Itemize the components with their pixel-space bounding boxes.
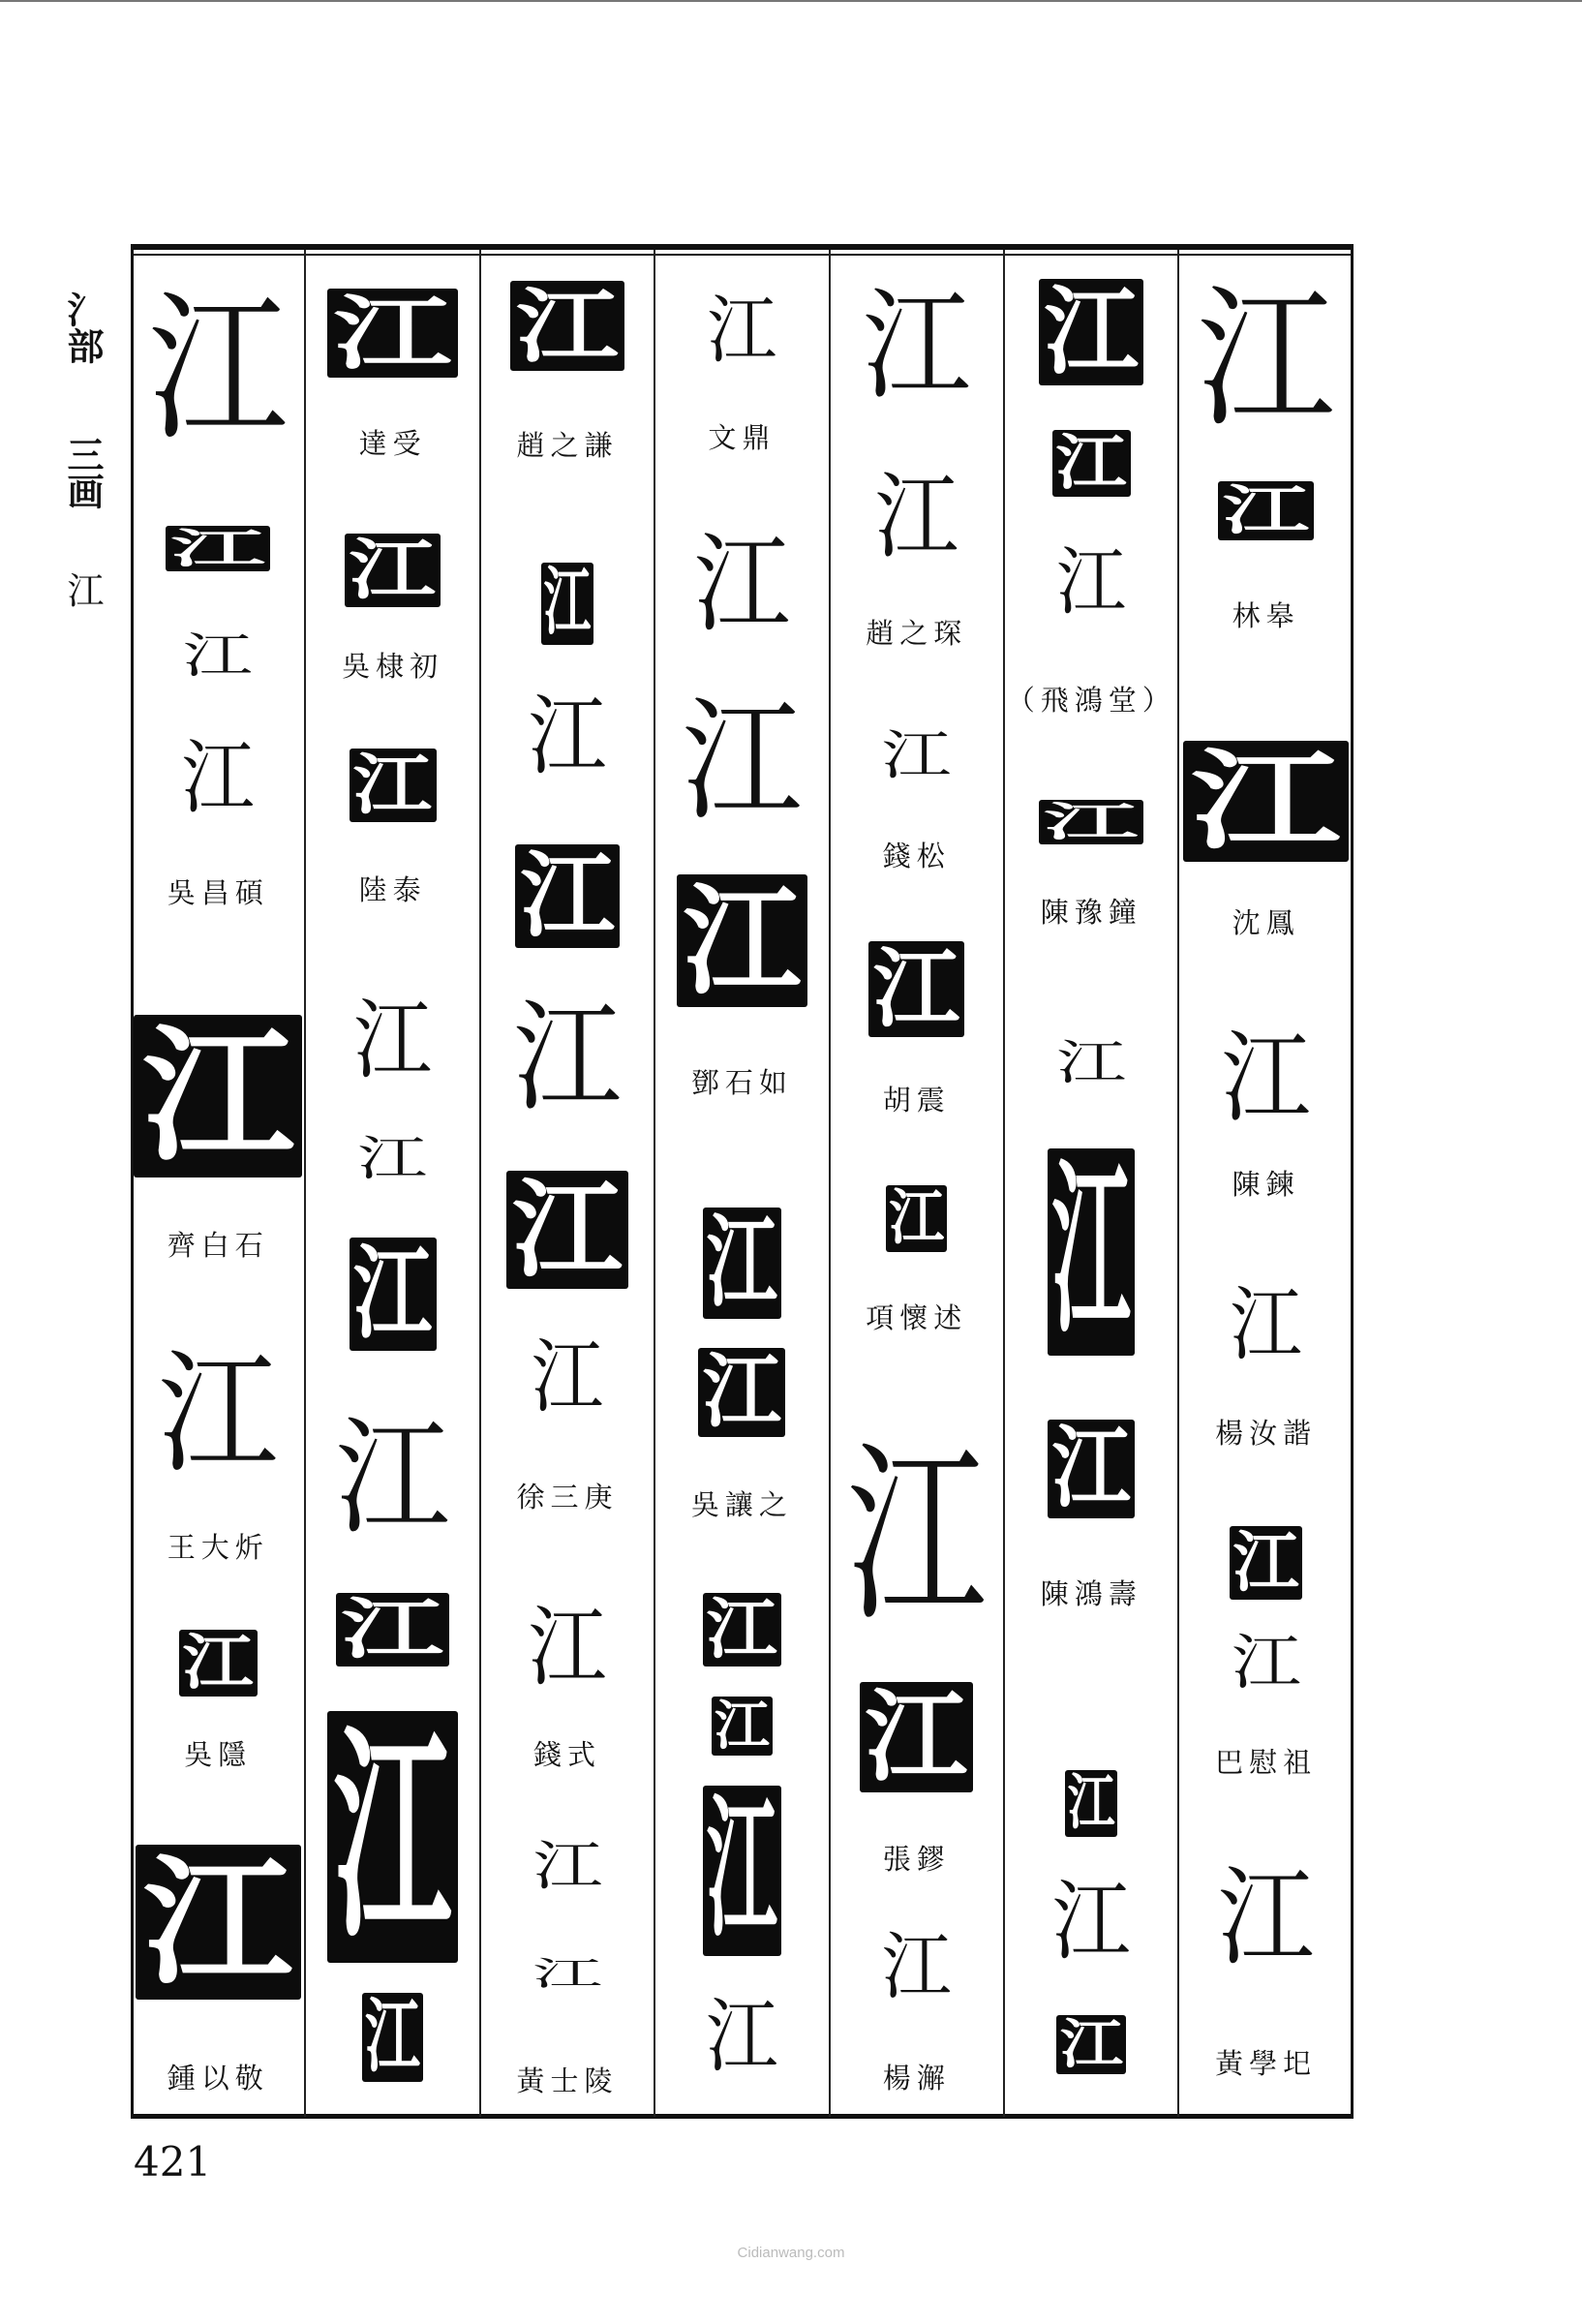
seal-artist-name: 文鼎 xyxy=(708,421,776,454)
seal-artist-name: 王大炘 xyxy=(167,1531,269,1564)
seal-impression-relief xyxy=(703,1593,781,1667)
seal-impression-intaglio xyxy=(529,1837,606,1896)
seal-impression-relief xyxy=(327,289,458,378)
seal-character: 江 xyxy=(1055,430,1127,497)
seal-impression-relief xyxy=(868,941,964,1037)
seal-impression-intaglio xyxy=(857,276,977,417)
seal-character: 江 xyxy=(349,534,437,607)
seal-impression-intaglio xyxy=(179,629,257,683)
seal-character: 江 xyxy=(170,526,265,571)
seal-character: 江 xyxy=(1051,1871,1131,1972)
seal-impression-intaglio xyxy=(1052,537,1130,626)
seal-impression-relief xyxy=(1039,279,1143,385)
seal-impression-intaglio xyxy=(703,286,780,374)
page-top-edge xyxy=(0,0,1582,2)
seal-impression-relief xyxy=(350,1238,437,1351)
seal-impression-relief xyxy=(1039,800,1143,844)
seal-impression-relief xyxy=(327,1711,458,1963)
seal-artist-name: 陳鍊 xyxy=(1232,1168,1300,1201)
seal-impression-relief xyxy=(712,1697,773,1756)
column-divider xyxy=(479,250,481,2117)
seal-character: 江 xyxy=(143,1845,293,2000)
seal-character: 江 xyxy=(532,1954,602,1994)
seal-character: 江 xyxy=(1217,1856,1315,1981)
seal-character: 江 xyxy=(183,627,254,684)
seal-character: 江 xyxy=(862,276,971,417)
seal-impression-intaglio xyxy=(688,523,796,648)
seal-impression-relief xyxy=(677,874,807,1007)
seal-character: 江 xyxy=(866,1682,968,1792)
seal-character: 江 xyxy=(531,1330,604,1424)
seal-impression-relief xyxy=(1218,481,1314,540)
seal-character: 江 xyxy=(512,1171,623,1289)
stroke-count-label: 三画 xyxy=(61,436,105,509)
seal-character: 江 xyxy=(1067,1770,1115,1837)
seal-artist-name: 張鏐 xyxy=(882,1843,951,1876)
seal-impression-relief xyxy=(510,281,624,371)
seal-impression-relief xyxy=(166,526,270,571)
seal-artist-name: 錢松 xyxy=(882,840,951,872)
seal-impression-relief xyxy=(345,534,441,607)
seal-impression-intaglio xyxy=(529,1956,606,1993)
seal-impression-relief xyxy=(886,1185,947,1252)
seal-character: 江 xyxy=(706,1989,778,2084)
seal-character: 江 xyxy=(706,1593,777,1667)
seal-character: 江 xyxy=(702,1348,781,1437)
seal-character: 江 xyxy=(1230,1277,1302,1372)
seal-character: 江 xyxy=(520,844,615,948)
seal-character: 江 xyxy=(707,286,777,374)
seal-impression-relief xyxy=(541,563,593,645)
seal-character: 江 xyxy=(706,1786,777,1956)
seal-impression-relief xyxy=(703,1786,781,1956)
seal-impression-intaglio xyxy=(870,464,963,572)
seal-impression-intaglio xyxy=(528,1330,608,1424)
seal-artist-name: 錢式 xyxy=(532,1738,601,1771)
seal-impression-intaglio xyxy=(524,688,611,785)
seal-artist-name: 楊澥 xyxy=(882,2062,951,2095)
seal-impression-relief xyxy=(336,1593,449,1667)
seal-character: 江 xyxy=(141,1015,294,1177)
seal-artist-name: 胡震 xyxy=(882,1084,951,1116)
seal-impression-relief xyxy=(1065,1770,1117,1837)
seal-impression-relief xyxy=(515,844,620,948)
seal-impression-relief xyxy=(362,1993,423,2082)
watermark: Cidianwang.com xyxy=(737,2245,845,2261)
seal-impression-relief xyxy=(703,1208,781,1319)
seal-impression-relief xyxy=(1048,1420,1135,1518)
seal-artist-name: （飛鴻堂） xyxy=(1006,684,1176,717)
seal-impression-intaglio xyxy=(878,726,956,785)
seal-impression-relief xyxy=(350,749,437,822)
seal-impression-relief xyxy=(1230,1526,1303,1600)
column-divider xyxy=(1003,250,1005,2117)
seal-impression-intaglio xyxy=(350,990,437,1091)
seal-artist-name: 林皋 xyxy=(1232,599,1300,632)
seal-artist-name: 沈鳳 xyxy=(1232,906,1300,939)
table-inner-rule xyxy=(131,254,1354,256)
seal-artist-name: 巴慰祖 xyxy=(1215,1746,1318,1779)
seal-character: 江 xyxy=(874,464,959,572)
seal-character: 江 xyxy=(881,1923,952,2010)
seal-character: 江 xyxy=(1221,1019,1311,1136)
seal-character: 江 xyxy=(341,1593,444,1667)
seal-artist-name: 黃學圯 xyxy=(1215,2047,1318,2080)
page-number: 421 xyxy=(134,2138,212,2186)
seal-artist-name: 黃士陵 xyxy=(516,2064,619,2097)
seal-impression-relief xyxy=(1056,2015,1126,2074)
column-divider xyxy=(304,250,306,2117)
seal-character: 江 xyxy=(1044,279,1139,385)
seal-character: 江 xyxy=(1222,481,1310,540)
seal-character: 江 xyxy=(693,523,791,648)
seal-character: 江 xyxy=(682,684,803,840)
seal-artist-name: 鍾以敬 xyxy=(167,2062,269,2095)
seal-impression-relief xyxy=(136,1845,301,2000)
seal-character: 江 xyxy=(881,724,952,787)
seal-artist-name: 齊白石 xyxy=(167,1229,269,1262)
seal-character: 江 xyxy=(516,281,619,371)
seal-impression-intaglio xyxy=(1189,269,1342,448)
seal-impression-intaglio xyxy=(507,988,627,1129)
seal-character: 江 xyxy=(182,1630,254,1697)
seal-character: 江 xyxy=(528,1597,607,1698)
seal-impression-intaglio xyxy=(878,1923,956,2010)
seal-character: 江 xyxy=(1059,2015,1123,2074)
seal-character: 江 xyxy=(543,563,592,645)
seal-character: 江 xyxy=(1197,269,1335,448)
column-divider xyxy=(829,250,831,2117)
seal-impression-intaglio xyxy=(151,1336,285,1492)
seal-artist-name: 達受 xyxy=(358,427,427,460)
column-divider xyxy=(654,250,655,2117)
seal-character: 江 xyxy=(889,1185,945,1252)
seal-character: 江 xyxy=(873,941,960,1037)
seal-artist-name: 鄧石如 xyxy=(690,1066,793,1099)
seal-artist-name: 陳豫鐘 xyxy=(1040,896,1142,929)
seal-impression-relief xyxy=(698,1348,785,1437)
seal-impression-intaglio xyxy=(354,1133,432,1185)
seal-character: 江 xyxy=(353,749,433,822)
seal-impression-intaglio xyxy=(177,729,259,825)
seal-impression-intaglio xyxy=(702,1989,782,2084)
seal-character: 江 xyxy=(1231,1627,1301,1698)
seal-character: 江 xyxy=(333,1711,452,1963)
seal-character: 江 xyxy=(846,1423,987,1650)
seal-impression-intaglio xyxy=(329,1403,456,1552)
seal-artist-name: 吳隱 xyxy=(184,1738,253,1771)
seal-character: 江 xyxy=(181,729,255,825)
seal-character: 江 xyxy=(714,1697,770,1756)
seal-impression-intaglio xyxy=(140,276,295,465)
seal-artist-name: 吳讓之 xyxy=(690,1488,793,1521)
seal-artist-name: 徐三庚 xyxy=(516,1481,619,1514)
seal-impression-relief xyxy=(1052,430,1131,497)
seal-impression-intaglio xyxy=(839,1423,994,1650)
seal-artist-name: 趙之琛 xyxy=(866,617,968,650)
seal-character: 江 xyxy=(1232,1526,1299,1600)
seal-impression-intaglio xyxy=(1048,1871,1135,1972)
seal-impression-intaglio xyxy=(1228,1627,1305,1698)
seal-impression-intaglio xyxy=(1052,1037,1130,1089)
seal-character: 江 xyxy=(528,686,607,787)
seal-impression-relief xyxy=(1048,1148,1135,1356)
seal-artist-name: 楊汝諧 xyxy=(1215,1417,1318,1450)
seal-impression-relief xyxy=(179,1630,258,1697)
seal-character: 江 xyxy=(706,1208,777,1319)
seal-character: 江 xyxy=(158,1336,279,1492)
seal-character: 江 xyxy=(513,988,622,1129)
seal-impression-intaglio xyxy=(524,1597,611,1698)
seal-artist-name: 項懷述 xyxy=(866,1301,968,1334)
seal-character: 江 xyxy=(148,276,289,465)
seal-impression-relief xyxy=(860,1682,973,1792)
seal-character: 江 xyxy=(683,874,802,1007)
seal-artist-name: 吳棣初 xyxy=(342,650,444,683)
seal-artist-name: 吳昌碩 xyxy=(167,876,269,909)
seal-character: 江 xyxy=(1051,1148,1131,1356)
seal-character: 江 xyxy=(353,990,433,1091)
seal-character: 江 xyxy=(353,1238,433,1351)
seal-character: 江 xyxy=(357,1131,428,1186)
seal-impression-intaglio xyxy=(1226,1277,1306,1372)
radical-label: 氵部 xyxy=(61,290,105,364)
seal-character: 江 xyxy=(335,1403,450,1552)
seal-impression-relief xyxy=(506,1171,628,1289)
seal-impression-intaglio xyxy=(1216,1019,1316,1136)
seal-character: 江 xyxy=(1051,1420,1131,1518)
seal-impression-intaglio xyxy=(1212,1856,1320,1981)
seal-artist-name: 趙之謙 xyxy=(516,429,619,462)
seal-character: 江 xyxy=(532,1835,603,1898)
seal-impression-relief xyxy=(1183,741,1349,862)
seal-character: 江 xyxy=(365,1993,420,2082)
seal-character: 江 xyxy=(1056,537,1127,626)
seal-character: 江 xyxy=(1044,800,1139,844)
head-character: 江 xyxy=(61,571,104,608)
seal-character: 江 xyxy=(1191,741,1341,862)
seal-character: 江 xyxy=(1056,1035,1127,1090)
seal-artist-name: 陳鴻壽 xyxy=(1040,1577,1142,1610)
seal-impression-intaglio xyxy=(676,684,809,840)
seal-artist-name: 陸泰 xyxy=(358,873,427,906)
seal-character: 江 xyxy=(333,289,452,378)
seal-impression-relief xyxy=(134,1015,302,1177)
